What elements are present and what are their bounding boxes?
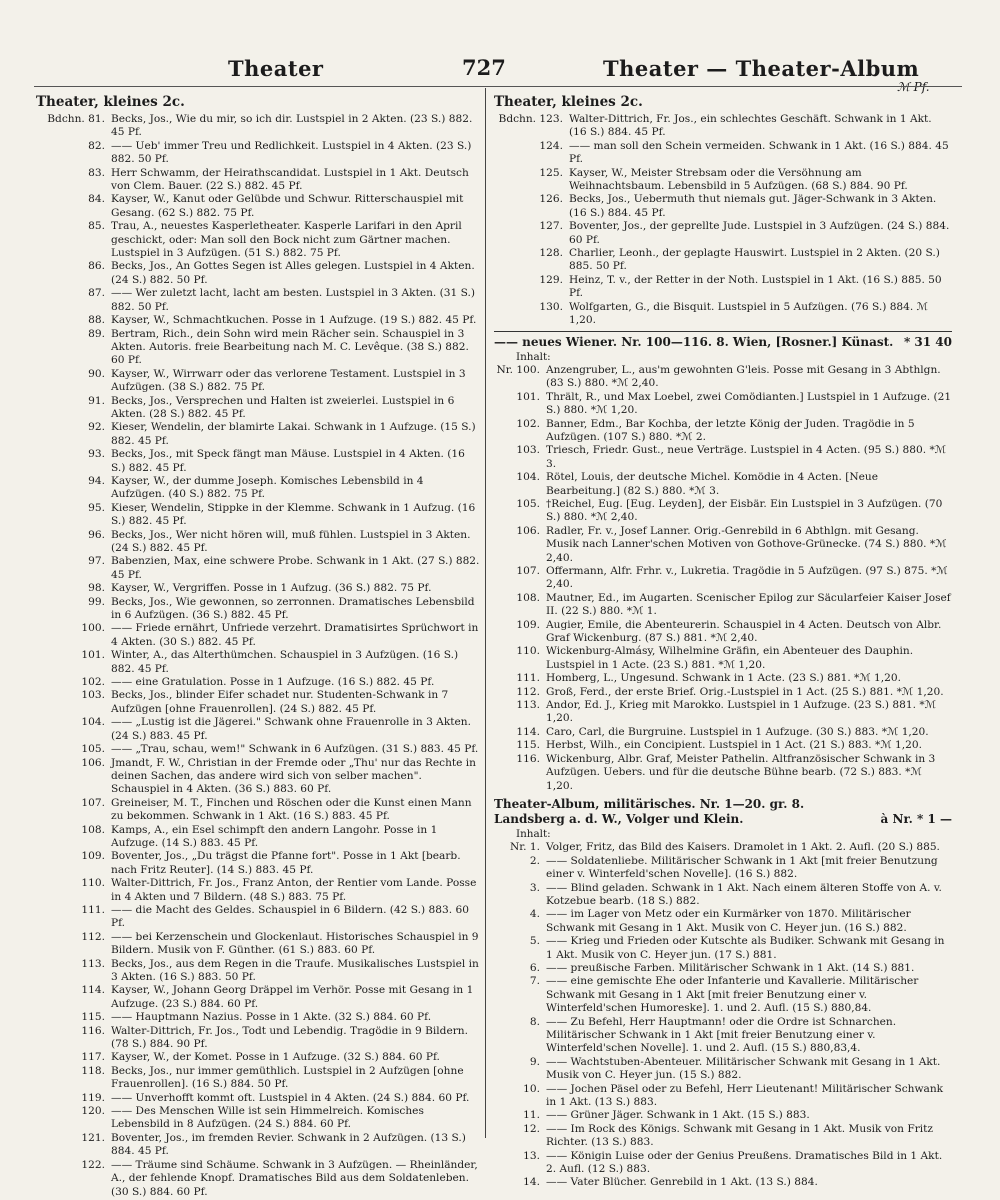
catalog-entry	[36, 287, 480, 314]
catalog-entry	[36, 140, 480, 167]
entry-text: —— Träume sind Schäume. Schwank in 3 Aufzügen. — Rheinländer, A., der fehlende Knopf. Dramatisches Bild aus dem Soldatenleben. (30 S.) 884. 60 Pf.	[111, 1158, 478, 1198]
entry-number: 120.	[81, 1105, 105, 1118]
catalog-entry	[494, 619, 952, 646]
catalog-entry	[494, 645, 952, 672]
entry-number: 12.	[523, 1122, 540, 1135]
entry-text: —— Unverhofft kommt oft. Lustspiel in 4 Akten. (24 S.) 884. 60 Pf.	[111, 1091, 470, 1104]
catalog-entry	[494, 935, 952, 962]
entry-text: Anzengruber, L., aus'm gewohnten G'leis. Posse mit Gesang in 3 Abthlgn. (83 S.) 880. *ℳ 2,40.	[546, 363, 941, 390]
entry-text: Trau, A., neuestes Kasperletheater. Kasperle Larifari in den April geschickt, oder: Man soll den Bock nicht zum Gärtner machen. Lustspiel in 3 Aufzügen. (51 S.) 882. 75 Pf.	[111, 220, 462, 260]
price-column-note: ℳ Pf.	[897, 80, 930, 94]
entry-text: Walter-Dittrich, Fr. Jos., Franz Anton, der Rentier vom Lande. Posse in 4 Akten und 7 Bildern. (48 S.) 883. 75 Pf.	[111, 877, 477, 903]
entry-number: 116.	[81, 1024, 105, 1037]
entry-number: 6.	[529, 961, 540, 974]
catalog-entry	[494, 471, 952, 498]
catalog-entry	[36, 555, 480, 582]
entry-text: —— Wer zuletzt lacht, lacht am besten. Lustspiel in 3 Akten. (31 S.) 882. 50 Pf.	[111, 287, 476, 313]
entry-text: Becks, Jos., aus dem Regen in die Traufe. Musikalisches Lustspiel in 3 Akten. (16 S.) 883. 50 Pf.	[111, 957, 479, 983]
entry-number: 100.	[81, 622, 105, 635]
entry-text: Kieser, Wendelin, der blamirte Lakai. Schwank in 1 Aufzuge. (15 S.) 882. 45 Pf.	[111, 421, 476, 447]
entry-number: 117.	[81, 1051, 105, 1064]
catalog-entry	[36, 904, 480, 931]
entry-text: Banner, Edm., Bar Kochba, der letzte König der Juden. Tragödie in 5 Aufzügen. (107 S.) 880. *ℳ 2.	[546, 417, 915, 443]
entry-number: 129.	[539, 273, 563, 286]
entry-number: 85.	[88, 220, 105, 233]
entry-number: 10.	[523, 1082, 540, 1095]
catalog-entry	[494, 364, 952, 391]
entry-number: Bdchn. 123.	[498, 113, 563, 125]
catalog-entry	[36, 743, 480, 756]
entry-number: 7.	[529, 975, 540, 988]
catalog-entry	[36, 260, 480, 287]
entry-number: 83.	[88, 166, 105, 179]
catalog-entry	[494, 498, 952, 525]
entry-number: 113.	[81, 957, 105, 970]
entry-text: Charlier, Leonh., der geplagte Hauswirt. Lustspiel in 2 Akten. (20 S.) 885. 50 Pf.	[569, 247, 940, 273]
entry-text: —— Friede ernährt, Unfriede verzehrt. Dramatisirtes Sprüchwort in 4 Akten. (30 S.) 882. 45 Pf.	[111, 622, 479, 648]
entry-number: 127.	[539, 220, 563, 233]
entry-text: —— „Trau, schau, wem!" Schwank in 6 Aufzügen. (31 S.) 883. 45 Pf.	[111, 743, 479, 756]
entry-text: Greineiser, M. T., Finchen und Röschen oder die Kunst einen Mann zu bekommen. Schwank in 1 Akt. (16 S.) 883. 45 Pf.	[111, 796, 472, 823]
entry-text: —— man soll den Schein vermeiden. Schwank in 1 Akt. (16 S.) 884. 45 Pf.	[569, 139, 949, 166]
entry-text: —— Vater Blücher. Genrebild in 1 Akt. (13 S.) 884.	[546, 1176, 818, 1189]
running-head-right: Theater — Theater-Album	[603, 56, 920, 81]
catalog-entry	[494, 113, 952, 140]
entry-number: 99.	[88, 595, 105, 608]
catalog-entry	[36, 596, 480, 623]
entry-text: Kayser, W., Meister Strebsam oder die Versöhnung am Weihnachtsbaum. Lebensbild in 5 Aufzügen. (68 S.) 884. 90 Pf.	[569, 166, 908, 193]
catalog-entry	[494, 855, 952, 882]
entry-number: 101.	[516, 390, 540, 403]
entry-number: 82.	[88, 139, 105, 152]
catalog-entry	[36, 368, 480, 395]
entry-text: Wickenburg-Almásy, Wilhelmine Gräfin, ein Abenteuer des Dauphin. Lustspiel in 1 Acte. (23 S.) 881. *ℳ 1,20.	[546, 645, 914, 671]
entry-number: 87.	[88, 287, 105, 300]
catalog-entry	[494, 140, 952, 167]
entry-text: Herbst, Wilh., ein Concipient. Lustspiel in 1 Act. (21 S.) 883. *ℳ 1,20.	[546, 739, 922, 752]
entry-text: Boventer, Jos., der geprellte Jude. Lustspiel in 3 Aufzügen. (24 S.) 884. 60 Pf.	[569, 220, 950, 246]
entry-text: Walter-Dittrich, Fr. Jos., Todt und Lebendig. Tragödie in 9 Bildern. (78 S.) 884. 90 Pf.	[111, 1024, 468, 1051]
entry-number: 4.	[529, 908, 540, 921]
entry-text: Boventer, Jos., „Du trägst die Pfanne fort". Posse in 1 Akt [bearb. nach Fritz Reuter]. (14 S.) 883. 45 Pf.	[111, 850, 461, 876]
entry-number: 103.	[516, 444, 540, 457]
catalog-entry	[494, 739, 952, 752]
catalog-entry	[494, 1150, 952, 1177]
entry-text: —— Im Rock des Königs. Schwank mit Gesang in 1 Akt. Musik von Fritz Richter. (13 S.) 883.	[546, 1122, 933, 1149]
entry-number: 109.	[81, 850, 105, 863]
entry-number: 5.	[529, 935, 540, 948]
entry-number: 115.	[516, 739, 540, 752]
entry-number: Nr. 100.	[496, 363, 540, 376]
entry-text: Becks, Jos., An Gottes Segen ist Alles gelegen. Lustspiel in 4 Akten. (24 S.) 882. 50 Pf.	[111, 260, 475, 286]
entry-text: —— Jochen Päsel oder zu Befehl, Herr Lieutenant! Militärischer Schwank in 1 Akt. (13 S.) 883.	[546, 1082, 944, 1109]
catalog-entry	[494, 686, 952, 699]
entry-number: 128.	[539, 247, 563, 260]
entry-text: Becks, Jos., Wie gewonnen, so zerronnen. Dramatisches Lebensbild in 6 Aufzügen. (36 S.) 882. 45 Pf.	[111, 595, 475, 622]
entry-number: 13.	[523, 1149, 540, 1162]
entry-text: Kayser, W., Johann Georg Dräppel im Verhör. Posse mit Gesang in 1 Aufzuge. (23 S.) 884. 60 Pf.	[111, 984, 474, 1010]
catalog-entry	[494, 1123, 952, 1150]
entry-text: Kieser, Wendelin, Stippke in der Klemme. Schwank in 1 Aufzug. (16 S.) 882. 45 Pf.	[111, 501, 476, 528]
catalog-entry	[494, 1176, 952, 1189]
entry-text: —— Hauptmann Nazius. Posse in 1 Akte. (32 S.) 884. 60 Pf.	[111, 1011, 432, 1024]
catalog-entry	[494, 1109, 952, 1122]
entry-text: —— Ueb' immer Treu und Redlichkeit. Lustspiel in 4 Akten. (23 S.) 882. 50 Pf.	[111, 139, 472, 166]
catalog-entry	[36, 193, 480, 220]
entry-text: Becks, Jos., blinder Eifer schadet nur. Studenten-Schwank in 7 Aufzügen [ohne Frauenrollen]. (24 S.) 882. 45 Pf.	[111, 689, 449, 715]
entry-text: —— Wachtstuben-Abenteuer. Militärischer Schwank mit Gesang in 1 Akt. Musik von C. Heyer jun. (15 S.) 882.	[546, 1055, 941, 1082]
entry-text: Kayser, W., Kanut oder Gelübde und Schwur. Ritterschauspiel mit Gesang. (62 S.) 882. 75 Pf.	[111, 193, 464, 219]
catalog-entry	[36, 622, 480, 649]
entry-text: —— Krieg und Frieden oder Kutschte als Budiker. Schwank mit Gesang in 1 Akt. Musik von C. Heyer jun. (17 S.) 881.	[546, 935, 945, 961]
entry-text: Kayser, W., Schmachtkuchen. Posse in 1 Aufzuge. (19 S.) 882. 45 Pf.	[111, 314, 477, 327]
entry-number: 84.	[88, 193, 105, 206]
catalog-entry	[494, 565, 952, 592]
entry-text: —— Königin Luise oder der Genius Preußens. Dramatisches Bild in 1 Akt. 2. Aufl. (12 S.) 883.	[546, 1149, 943, 1176]
entry-text: —— eine gemischte Ehe oder Infanterie und Kavallerie. Militärischer Schwank mit Gesang in 1 Akt [mit freier Benutzung einer v. Winterfeld'schen Humoreske]. 1. und 2. Aufl. (15 S.) 880,84.	[546, 975, 919, 1015]
catalog-entry	[494, 753, 952, 793]
rule	[494, 331, 952, 332]
entry-number: 94.	[88, 474, 105, 487]
column-divider	[485, 88, 486, 1138]
entry-number: 86.	[88, 260, 105, 273]
entry-text: Wickenburg, Albr. Graf, Meister Pathelin. Altfranzösischer Schwank in 3 Aufzügen. Uebers. und für die deutsche Bühne bearb. (72 S.) 883. *ℳ 1,20.	[546, 752, 936, 792]
catalog-entry	[36, 649, 480, 676]
catalog-entry	[494, 418, 952, 445]
catalog-entry	[494, 699, 952, 726]
entry-number: 105.	[81, 743, 105, 756]
entry-text: Becks, Jos., Wer nicht hören will, muß fühlen. Lustspiel in 3 Akten. (24 S.) 882. 45 Pf.	[111, 528, 471, 554]
entry-number: 106.	[516, 524, 540, 537]
entry-number: 113.	[516, 699, 540, 712]
publication-price: à Nr. * 1 —	[880, 811, 952, 826]
catalog-entry	[36, 676, 480, 689]
entry-number: 118.	[81, 1064, 105, 1077]
catalog-entry	[36, 1065, 480, 1092]
entry-number: 114.	[81, 984, 105, 997]
catalog-entry	[494, 1083, 952, 1110]
entry-text: —— Grüner Jäger. Schwank in 1 Akt. (15 S.) 883.	[546, 1109, 810, 1122]
catalog-entry	[494, 726, 952, 739]
catalog-entry	[36, 475, 480, 502]
contents-label: Inhalt:	[516, 350, 551, 363]
page-number: 727	[462, 55, 506, 80]
entry-number: 109.	[516, 618, 540, 631]
entry-text: Radler, Fr. v., Josef Lanner. Orig.-Genrebild in 6 Abthlgn. mit Gesang. Musik nach Lanner'schen Motiven von Gothove-Grünecke. (74 S.) 880. *ℳ 2,40.	[546, 524, 947, 564]
entry-number: 111.	[516, 672, 540, 685]
catalog-entry	[36, 502, 480, 529]
entry-text: —— Blind geladen. Schwank in 1 Akt. Nach einem älteren Stoffe von A. v. Kotzebue bearb. (18 S.) 882.	[546, 881, 942, 907]
entry-number: 108.	[516, 591, 540, 604]
entry-number: 97.	[88, 555, 105, 568]
entry-number: 112.	[516, 685, 540, 698]
entry-text: —— eine Gratulation. Posse in 1 Aufzuge. (16 S.) 882. 45 Pf.	[111, 676, 435, 689]
catalog-entry	[494, 444, 952, 471]
catalog-entry	[494, 301, 952, 328]
entry-text: Wolfgarten, G., die Bisquit. Lustspiel in 5 Aufzügen. (76 S.) 884. ℳ 1,20.	[569, 300, 928, 327]
entry-number: 105.	[516, 497, 540, 510]
catalog-entry	[36, 824, 480, 851]
catalog-entry	[36, 448, 480, 475]
entry-text: Boventer, Jos., im fremden Revier. Schwank in 2 Aufzügen. (13 S.) 884. 45 Pf.	[111, 1131, 466, 1158]
entry-number: 124.	[539, 139, 563, 152]
entry-text: Mautner, Ed., im Augarten. Scenischer Epilog zur Säcularfeier Kaiser Josef II. (22 S.) 880. *ℳ 1.	[546, 591, 951, 618]
entry-number: 96.	[88, 528, 105, 541]
entry-number: 107.	[81, 796, 105, 809]
entry-text: Heinz, T. v., der Retter in der Noth. Lustspiel in 1 Akt. (16 S.) 885. 50 Pf.	[569, 273, 942, 300]
entry-list	[36, 113, 480, 1199]
entry-text: Rötel, Louis, der deutsche Michel. Komödie in 4 Acten. [Neue Bearbeitung.] (82 S.) 880. *ℳ 3.	[546, 471, 878, 497]
catalog-entry	[36, 877, 480, 904]
entry-number: 14.	[523, 1176, 540, 1189]
entry-number: 110.	[516, 645, 540, 658]
entry-text: Jmandt, F. W., Christian in der Fremde oder „Thu' nur das Rechte in deinen Sachen, das andere wird sich von selber machen". Schauspiel in 4 Akten. (36 S.) 883. 60 Pf.	[111, 756, 477, 796]
entry-text: Groß, Ferd., der erste Brief. Orig.-Lustspiel in 1 Act. (25 S.) 881. *ℳ 1,20.	[546, 685, 944, 698]
catalog-entry	[36, 716, 480, 743]
entry-text: —— bei Kerzenschein und Glockenlaut. Historisches Schauspiel in 9 Bildern. Musik von F. Günther. (61 S.) 883. 60 Pf.	[111, 930, 479, 957]
catalog-entry	[494, 975, 952, 1015]
entry-text: Becks, Jos., Versprechen und Halten ist zweierlei. Lustspiel in 6 Akten. (28 S.) 882. 45 Pf.	[111, 394, 455, 420]
catalog-entry	[36, 1051, 480, 1064]
entry-number: 130.	[539, 300, 563, 313]
contents-label: Inhalt:	[516, 827, 551, 840]
entry-text: Becks, Jos., Uebermuth thut niemals gut. Jäger-Schwank in 3 Akten. (16 S.) 884. 45 Pf.	[569, 193, 937, 219]
entry-number: 3.	[529, 881, 540, 894]
section-title: Theater, kleines 2c.	[36, 94, 185, 110]
entry-text: —— „Lustig ist die Jägerei." Schwank ohne Frauenrolle in 3 Akten. (24 S.) 883. 45 Pf.	[111, 716, 471, 742]
catalog-entry	[36, 1132, 480, 1159]
entry-text: —— Zu Befehl, Herr Hauptmann! oder die Ordre ist Schnarchen. Militärischer Schwank in 1 Akt [mit freier Benutzung einer v. Winterfeld'schen Novelle]. 1. und 2. Aufl. (15 S.) 880,83,4.	[546, 1015, 897, 1055]
entry-text: Kayser, W., Vergriffen. Posse in 1 Aufzug. (36 S.) 882. 75 Pf.	[111, 582, 432, 595]
publication-heading	[494, 335, 952, 350]
catalog-entry	[36, 1159, 480, 1199]
entry-text: Becks, Jos., nur immer gemüthlich. Lustspiel in 2 Aufzügen [ohne Frauenrollen]. (16 S.) 884. 50 Pf.	[111, 1064, 464, 1091]
publication-title: —— neues Wiener. Nr. 100—116. 8. Wien, [Rosner.] Künast.	[494, 334, 894, 349]
entry-text: Caro, Carl, die Burgruine. Lustspiel in 1 Aufzuge. (30 S.) 883. *ℳ 1,20.	[546, 725, 929, 738]
catalog-entry	[494, 908, 952, 935]
entry-number: 89.	[88, 327, 105, 340]
entry-number: 90.	[88, 367, 105, 380]
entry-text: †Reichel, Eug. [Eug. Leyden], der Eisbär. Ein Lustspiel in 3 Aufzügen. (70 S.) 880. *ℳ 2,40.	[546, 497, 943, 524]
entry-number: 102.	[81, 676, 105, 689]
entry-text: Winter, A., das Alterthümchen. Schauspiel in 3 Aufzügen. (16 S.) 882. 45 Pf.	[111, 649, 459, 675]
entry-number: 108.	[81, 823, 105, 836]
catalog-entry	[494, 391, 952, 418]
entry-number: 91.	[88, 394, 105, 407]
publication-title: Theater-Album, militärisches. Nr. 1—20. gr. 8. Landsberg a. d. W., Volger und Klein.	[494, 796, 805, 826]
entry-text: Becks, Jos., Wie du mir, so ich dir. Lustspiel in 2 Akten. (23 S.) 882. 45 Pf.	[111, 113, 473, 139]
entry-text: Thrält, R., und Max Loebel, zwei Comödianten.] Lustspiel in 1 Aufzuge. (21 S.) 880. *ℳ 1,20.	[546, 390, 952, 417]
entry-number: 92.	[88, 421, 105, 434]
catalog-entry	[36, 1092, 480, 1105]
entry-number: 88.	[88, 314, 105, 327]
entry-list	[494, 113, 952, 328]
catalog-entry	[36, 421, 480, 448]
entry-number: 111.	[81, 903, 105, 916]
entry-text: —— Des Menschen Wille ist sein Himmelreich. Komisches Lebensbild in 8 Aufzügen. (24 S.) 884. 60 Pf.	[111, 1105, 424, 1131]
entry-text: Bertram, Rich., dein Sohn wird mein Rächer sein. Schauspiel in 3 Akten. Autoris. freie Bearbeitung nach M. C. Levêque. (38 S.) 882. 60 Pf.	[111, 327, 469, 367]
entry-number: 102.	[516, 417, 540, 430]
catalog-entry	[36, 1025, 480, 1052]
catalog-entry	[494, 1056, 952, 1083]
entry-text: Herr Schwamm, der Heirathscandidat. Lustspiel in 1 Akt. Deutsch von Clem. Bauer. (22 S.) 882. 45 Pf.	[111, 166, 469, 193]
catalog-entry	[36, 395, 480, 422]
entry-number: 9.	[529, 1055, 540, 1068]
catalog-entry	[494, 1016, 952, 1056]
entry-number: 8.	[529, 1015, 540, 1028]
catalog-entry	[494, 672, 952, 685]
catalog-entry	[494, 962, 952, 975]
entry-number: 126.	[539, 193, 563, 206]
entry-text: Kayser, W., Wirrwarr oder das verlorene Testament. Lustspiel in 3 Aufzügen. (38 S.) 882. 75 Pf.	[111, 367, 466, 394]
entry-number: 101.	[81, 649, 105, 662]
entry-text: Andor, Ed. J., Krieg mit Marokko. Lustspiel in 1 Aufzuge. (23 S.) 881. *ℳ 1,20.	[546, 699, 937, 725]
entry-number: 11.	[523, 1109, 540, 1122]
entry-number: Bdchn. 81.	[47, 113, 105, 125]
entry-number: 125.	[539, 166, 563, 179]
catalog-entry	[36, 113, 480, 140]
catalog-entry	[36, 797, 480, 824]
entry-text: Becks, Jos., mit Speck fängt man Mäuse. Lustspiel in 4 Akten. (16 S.) 882. 45 Pf.	[111, 448, 465, 474]
entry-number: 98.	[88, 582, 105, 595]
entry-text: Offermann, Alfr. Frhr. v., Lukretia. Tragödie in 5 Aufzügen. (97 S.) 875. *ℳ 2,40.	[546, 565, 948, 591]
catalog-entry	[36, 931, 480, 958]
catalog-entry	[36, 314, 480, 327]
entry-text: Triesch, Friedr. Gust., neue Verträge. Lustspiel in 4 Acten. (95 S.) 880. *ℳ 3.	[546, 444, 947, 470]
entry-number: 104.	[516, 471, 540, 484]
running-head-left: Theater	[228, 56, 324, 81]
catalog-entry	[36, 850, 480, 877]
entry-list	[494, 364, 952, 793]
entry-text: Volger, Fritz, das Bild des Kaisers. Dramolet in 1 Akt. 2. Aufl. (20 S.) 885.	[546, 841, 940, 854]
catalog-entry	[494, 167, 952, 194]
entry-number: 116.	[516, 752, 540, 765]
entry-text: Babenzien, Max, eine schwere Probe. Schwank in 1 Akt. (27 S.) 882. 45 Pf.	[111, 555, 480, 581]
catalog-entry	[494, 882, 952, 909]
entry-number: 110.	[81, 877, 105, 890]
catalog-entry	[36, 1011, 480, 1024]
catalog-entry	[36, 984, 480, 1011]
right-column	[494, 94, 952, 1190]
catalog-entry	[36, 220, 480, 260]
publication-heading	[494, 797, 952, 827]
catalog-entry	[36, 529, 480, 556]
entry-number: 2.	[529, 854, 540, 867]
entry-text: —— preußische Farben. Militärischer Schwank in 1 Akt. (14 S.) 881.	[546, 961, 915, 974]
entry-number: 122.	[81, 1158, 105, 1171]
entry-list	[494, 841, 952, 1190]
catalog-entry	[494, 841, 952, 854]
catalog-entry	[494, 247, 952, 274]
entry-number: 107.	[516, 565, 540, 577]
entry-text: —— Soldatenliebe. Militärischer Schwank in 1 Akt [mit freier Benutzung einer v. Winterfeld'schen Novelle]. (16 S.) 882.	[546, 854, 938, 881]
entry-number: 119.	[81, 1091, 105, 1104]
header-rule	[34, 86, 962, 87]
catalog-entry	[36, 328, 480, 368]
publication-price: * 31 40	[903, 334, 952, 349]
entry-text: Walter-Dittrich, Fr. Jos., ein schlechtes Geschäft. Schwank in 1 Akt. (16 S.) 884. 45 Pf.	[569, 113, 932, 139]
catalog-entry	[494, 274, 952, 301]
entry-text: Augier, Emile, die Abenteurerin. Schauspiel in 4 Acten. Deutsch von Albr. Graf Wickenburg. (87 S.) 881. *ℳ 2,40.	[546, 618, 942, 645]
entry-text: —— im Lager von Metz oder ein Kurmärker von 1870. Militärischer Schwank mit Gesang in 1 Akt. Musik von C. Heyer jun. (16 S.) 882.	[546, 908, 911, 934]
entry-text: —— die Macht des Geldes. Schauspiel in 6 Bildern. (42 S.) 883. 60 Pf.	[111, 903, 469, 930]
catalog-entry	[36, 757, 480, 797]
entry-text: Kayser, W., der dumme Joseph. Komisches Lebensbild in 4 Aufzügen. (40 S.) 882. 75 Pf.	[111, 474, 424, 501]
entry-number: 115.	[81, 1011, 105, 1024]
catalog-entry	[36, 582, 480, 595]
entry-number: 103.	[81, 689, 105, 702]
catalog-entry	[494, 525, 952, 565]
section-title: Theater, kleines 2c.	[494, 94, 643, 110]
entry-number: 104.	[81, 716, 105, 729]
left-column	[36, 94, 480, 1199]
entry-number: 121.	[81, 1131, 105, 1144]
entry-number: 106.	[81, 756, 105, 769]
entry-text: Homberg, L., Ungesund. Schwank in 1 Acte. (23 S.) 881. *ℳ 1,20.	[546, 672, 901, 685]
entry-number: Nr. 1.	[509, 841, 540, 854]
catalog-entry	[494, 592, 952, 619]
entry-number: 93.	[88, 448, 105, 461]
entry-text: Kamps, A., ein Esel schimpft den andern Langohr. Posse in 1 Aufzuge. (14 S.) 883. 45 Pf.	[111, 823, 438, 849]
catalog-entry	[494, 220, 952, 247]
catalog-entry	[494, 193, 952, 220]
catalog-entry	[36, 167, 480, 194]
entry-text: Kayser, W., der Komet. Posse in 1 Aufzuge. (32 S.) 884. 60 Pf.	[111, 1051, 440, 1064]
catalog-entry	[36, 1105, 480, 1132]
entry-number: 114.	[516, 725, 540, 738]
entry-number: 95.	[88, 501, 105, 514]
entry-number: 112.	[81, 930, 105, 943]
catalog-entry	[36, 958, 480, 985]
catalog-entry	[36, 689, 480, 716]
